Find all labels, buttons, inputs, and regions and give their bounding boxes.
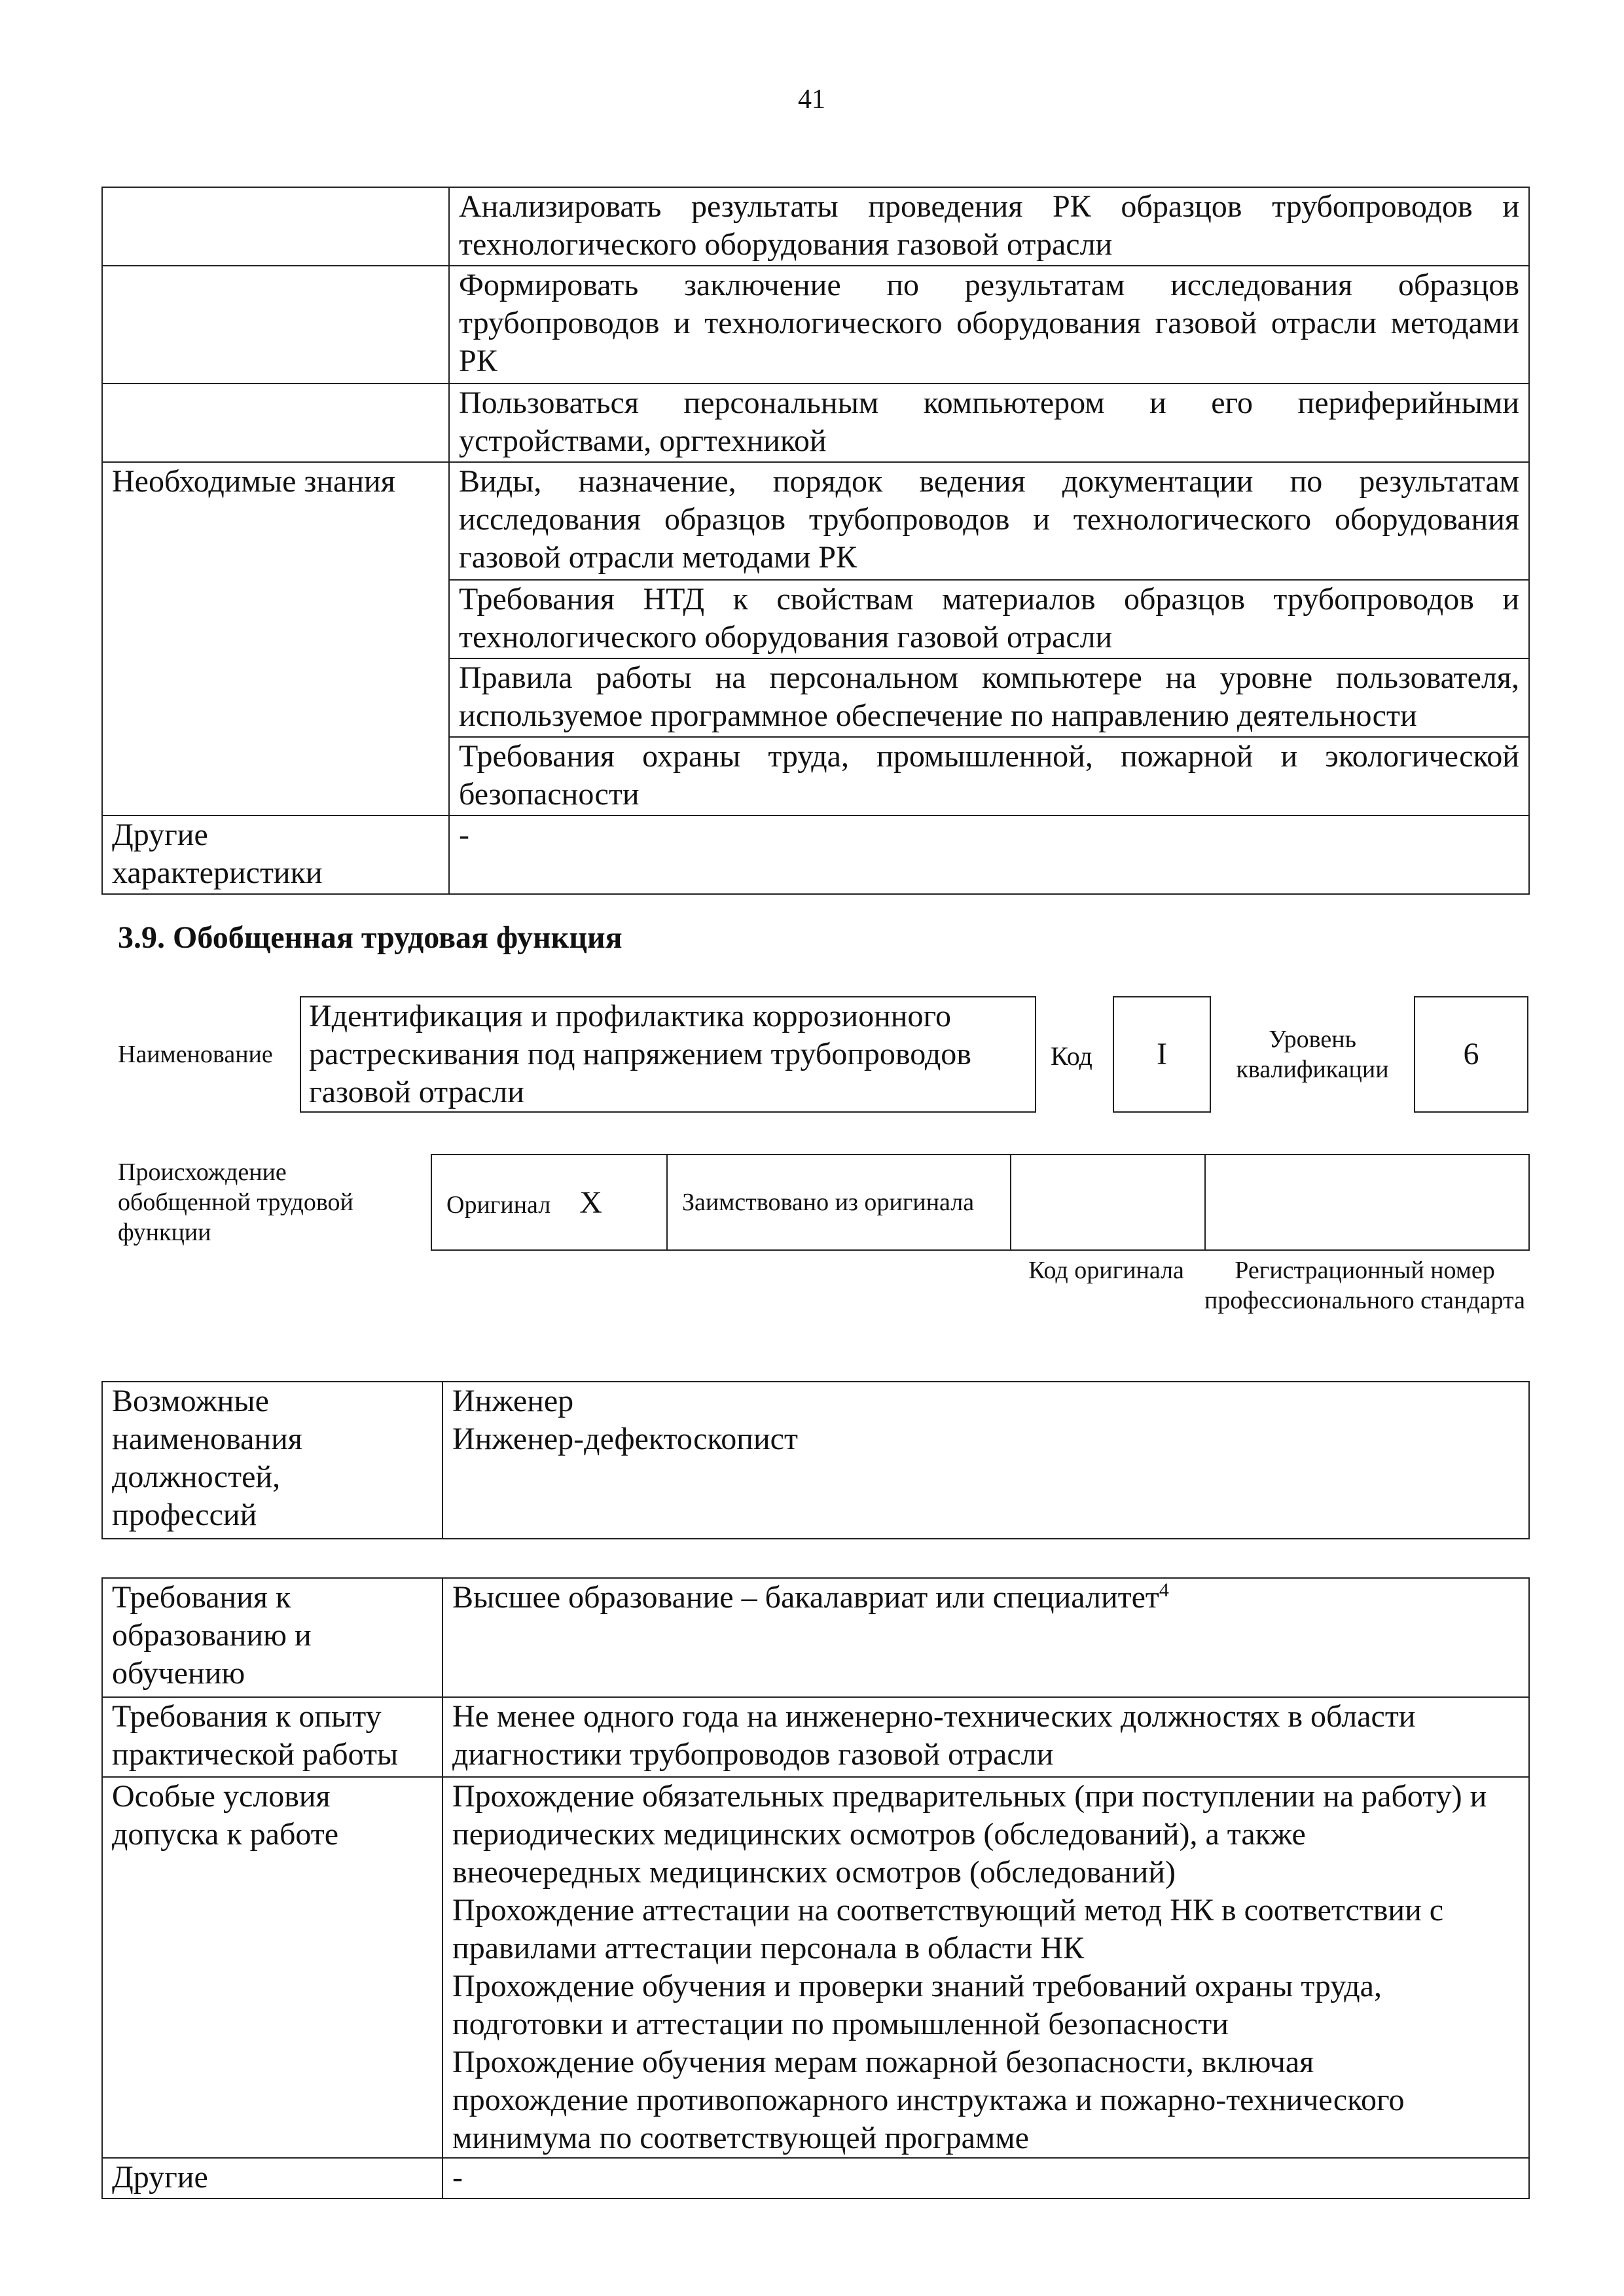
condition-item: Прохождение обязательных предварительных (при поступлении на работу) и периодических медицинских осмотров (обследований), а также внеочередных медицинских осмотров (обследований) — [452, 1779, 1487, 1890]
table-cell — [449, 462, 1529, 580]
conditions-value-cell — [442, 1777, 1529, 2158]
condition-item: Прохождение обучения и проверки знаний требований охраны труда, подготовки и аттестации по промышленной безопасности — [452, 1969, 1382, 2041]
level-label: Уровень квалификации — [1236, 1026, 1389, 1083]
code-value: I — [1113, 996, 1211, 1113]
empty-label-cell — [102, 187, 449, 266]
experience-label: Требования к опыту практической работы — [112, 1699, 399, 1772]
original-code-cell — [1011, 1155, 1205, 1250]
empty-label-cell — [102, 266, 449, 384]
education-label-cell — [102, 1578, 442, 1697]
knowledge-label: Необходимые знания — [112, 464, 395, 499]
original-cell — [431, 1155, 667, 1250]
experience-value-cell — [442, 1697, 1529, 1777]
education-value-cell — [442, 1578, 1529, 1697]
name-label: Наименование — [118, 1041, 273, 1068]
original-label: Оригинал — [446, 1191, 551, 1219]
other-value: - — [452, 2160, 463, 2195]
original-mark: X — [579, 1185, 602, 1220]
origin-table — [431, 1154, 1530, 1251]
skill-item: Анализировать результаты проведения РК образцов трубопроводов и технологического оборудования газовой отрасли — [459, 189, 1519, 262]
skills-knowledge-table — [101, 187, 1530, 895]
code-label: Код — [1051, 1041, 1092, 1071]
other-value-cell — [442, 2158, 1529, 2198]
section-title: 3.9. Обобщенная трудовая функция — [118, 920, 623, 955]
reg-caption: Регистрационный номер профессионального стандарта — [1204, 1257, 1525, 1314]
page-number: 41 — [798, 84, 825, 115]
requirements-table — [101, 1577, 1530, 2199]
knowledge-item: Виды, назначение, порядок ведения документации по результатам исследования образцов трубопроводов и технологического оборудования газовой отрасли методами РК — [459, 464, 1519, 575]
table-cell — [449, 384, 1529, 462]
other-label-cell — [102, 816, 449, 894]
empty-label-cell — [102, 384, 449, 462]
condition-item: Прохождение обучения мерам пожарной безопасности, включая прохождение противопожарного инструктажа и пожарно-технического минимума по соответствующей программе — [452, 2045, 1405, 2155]
table-cell — [449, 737, 1529, 816]
education-label: Требования к образованию и обучению — [112, 1580, 312, 1691]
borrowed-cell — [667, 1155, 1011, 1250]
code-caption: Код оригинала — [1028, 1257, 1184, 1284]
condition-item: Прохождение аттестации на соответствующий метод НК в соответствии с правилами аттестации персонала в области НК — [452, 1893, 1444, 1965]
table-cell — [449, 266, 1529, 384]
borrowed-label: Заимствовано из оригинала — [682, 1189, 975, 1216]
positions-label: Возможные наименования должностей, профессий — [112, 1384, 302, 1532]
positions-table — [101, 1381, 1530, 1539]
position-item: Инженер — [452, 1384, 574, 1418]
knowledge-item: Требования НТД к свойствам материалов образцов трубопроводов и технологического оборудования газовой отрасли — [459, 582, 1519, 655]
name-value-box — [300, 996, 1036, 1113]
registration-number-cell — [1205, 1155, 1529, 1250]
conditions-label-cell — [102, 1777, 442, 2158]
experience-label-cell — [102, 1697, 442, 1777]
skill-item: Пользоваться персональным компьютером и его периферийными устройствами, оргтехникой — [459, 386, 1519, 458]
conditions-label: Особые условия допуска к работе — [112, 1779, 339, 1852]
position-item: Инженер-дефектоскопист — [452, 1422, 798, 1456]
positions-value-cell — [442, 1382, 1529, 1539]
table-cell — [449, 187, 1529, 266]
other-label-cell — [102, 2158, 442, 2198]
name-value: Идентификация и профилактика коррозионного растрескивания под напряжением трубопроводов газовой отрасли — [309, 999, 971, 1109]
knowledge-item: Требования охраны труда, промышленной, пожарной и экологической безопасности — [459, 739, 1519, 812]
education-value: Высшее образование – бакалавриат или специалитет — [452, 1580, 1159, 1615]
positions-label-cell — [102, 1382, 442, 1539]
knowledge-label-cell — [102, 462, 449, 816]
knowledge-item: Правила работы на персональном компьютере на уровне пользователя, используемое программное обеспечение по направлению деятельности — [459, 660, 1519, 733]
education-footnote: 4 — [1159, 1579, 1169, 1601]
table-cell — [449, 580, 1529, 658]
skill-item: Формировать заключение по результатам исследования образцов трубопроводов и технологического оборудования газовой отрасли методами РК — [459, 268, 1519, 378]
table-cell — [449, 658, 1529, 737]
level-value: 6 — [1414, 996, 1528, 1113]
experience-value: Не менее одного года на инженерно-технических должностях в области диагностики трубопроводов газовой отрасли — [452, 1699, 1416, 1772]
origin-label: Происхождение обобщенной трудовой функции — [118, 1158, 353, 1246]
other-label: Другие — [112, 2160, 208, 2195]
table-cell — [449, 816, 1529, 894]
other-characteristics-label: Другие характеристики — [112, 817, 323, 890]
other-characteristics-value: - — [459, 817, 469, 852]
